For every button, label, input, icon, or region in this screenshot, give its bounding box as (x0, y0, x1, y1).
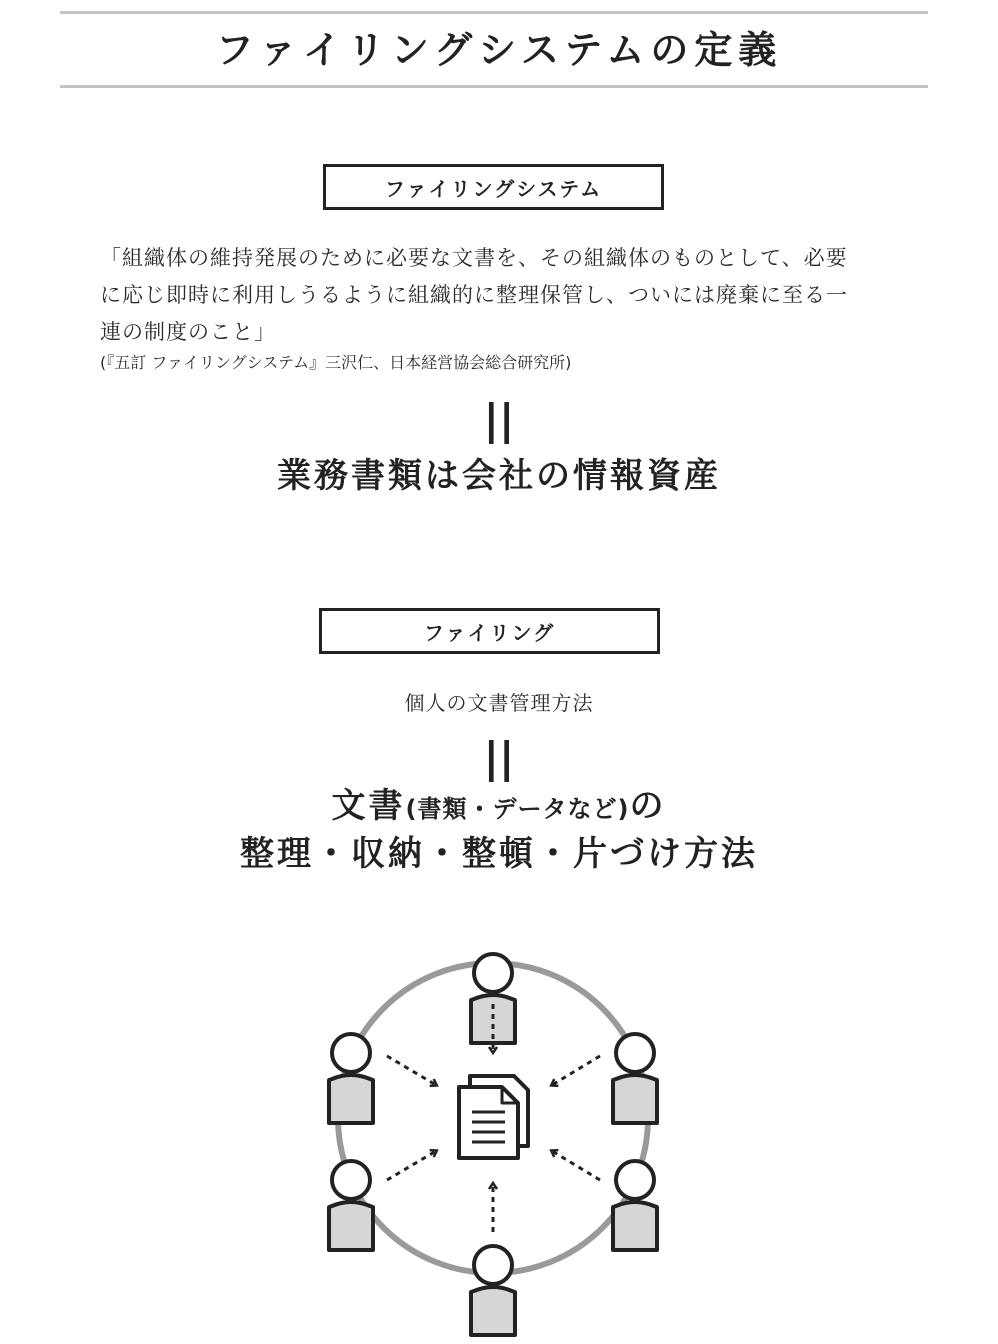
person-icon (471, 954, 515, 1043)
quote-line: に応じ即時に利用しうるように組織的に整理保管し、ついには廃棄に至る一 (100, 283, 848, 307)
person-icon (329, 1161, 373, 1250)
person-icon (613, 1161, 657, 1250)
conclusion-filing-line2: 整理・収納・整頓・片づけ方法 (240, 834, 758, 874)
definition-quote (100, 240, 900, 351)
section-label-filing-system (323, 164, 664, 210)
document-stack-icon (459, 1076, 528, 1158)
quote-line: 「組織体の維持発展のために必要な文書を、その組織体のものとして、必要 (100, 246, 848, 270)
conclusion-filing-system: 業務書類は会社の情報資産 (277, 456, 721, 496)
quote-source: (『五訂 ファイリングシステム』三沢仁、日本経営協会総合研究所) (100, 353, 572, 372)
person-icon (329, 1034, 373, 1123)
conclusion-particle: の (629, 786, 667, 826)
dotted-arrow (387, 1151, 436, 1180)
conclusion-word: 文書 (331, 786, 406, 826)
bottom-rule (60, 85, 928, 88)
top-rule (60, 11, 928, 14)
conclusion-filing-line1 (0, 782, 998, 833)
equals-sign: || (483, 395, 515, 444)
quote-line: 連の制度のこと」 (100, 320, 276, 344)
dotted-arrow (552, 1056, 600, 1085)
dotted-arrow (552, 1151, 600, 1180)
page-title: ファイリングシステムの定義 (215, 28, 783, 72)
section-label-text: ファイリング (423, 620, 556, 645)
person-icon (471, 1246, 515, 1335)
filing-subtitle: 個人の文書管理方法 (404, 691, 594, 715)
dotted-arrow (387, 1056, 436, 1085)
section-label-filing (319, 608, 660, 654)
section-label-text: ファイリングシステム (384, 176, 603, 201)
person-icon (613, 1034, 657, 1123)
conclusion-parenthetical: (書類・データなど) (405, 795, 630, 823)
sharing-circle (338, 963, 648, 1273)
equals-sign: || (483, 733, 515, 782)
